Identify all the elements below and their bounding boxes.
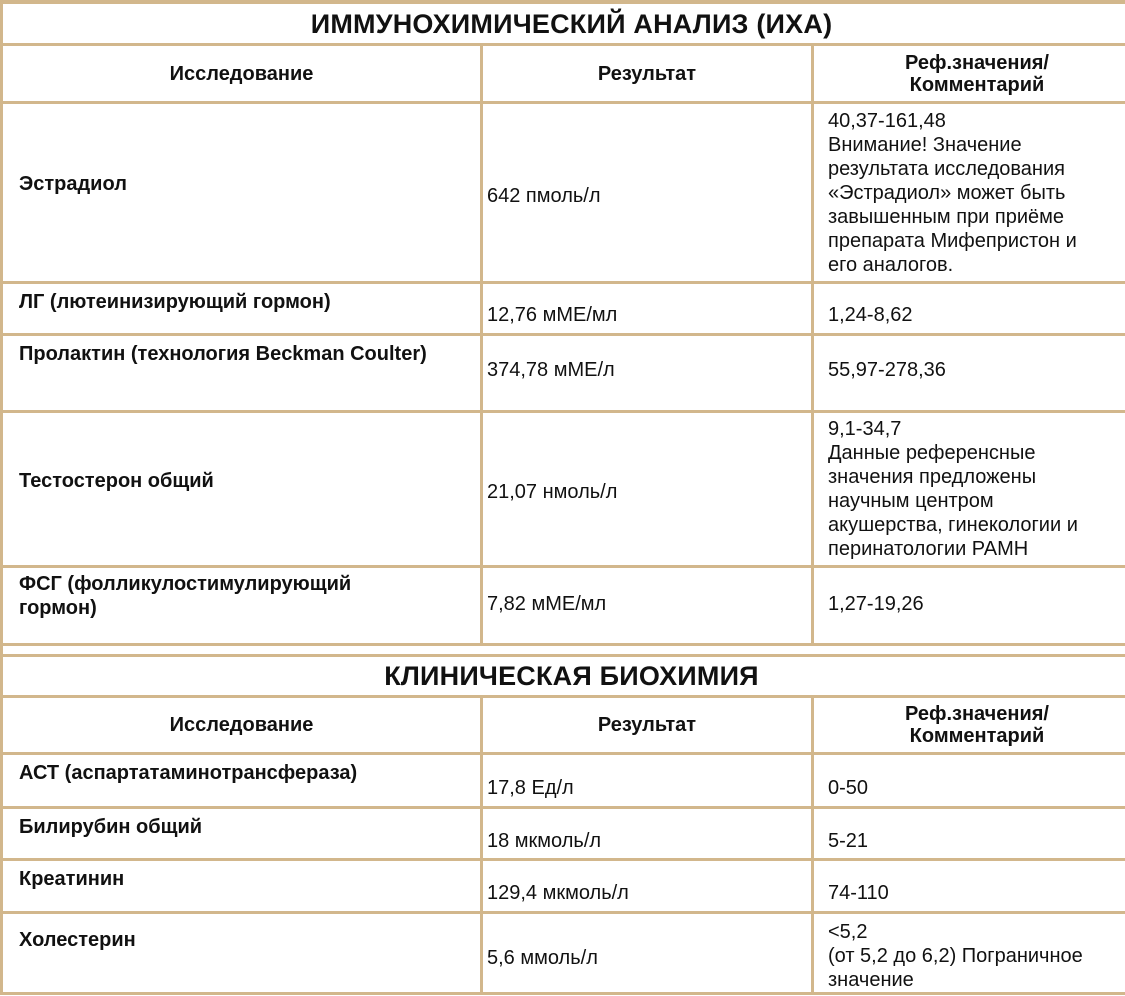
ref-value (813, 860, 1125, 913)
result-value: 21,07 нмоль/л (482, 412, 813, 567)
section-title-row (2, 656, 1125, 697)
header-ref-line1: Реф.значения/ (904, 51, 1049, 74)
header-result: Результат (482, 697, 813, 754)
table-row (2, 754, 1125, 808)
column-header-row (2, 45, 1125, 103)
ref-line: «Эстрадиол» может быть (828, 181, 1066, 204)
ref-line: 0-50 (828, 776, 869, 799)
table-row (2, 283, 1125, 335)
ref-line: 9,1-34,7 (828, 418, 902, 440)
result-value: 374,78 мМЕ/л (482, 335, 813, 412)
ref-line: 5-21 (828, 829, 869, 852)
result-value: 642 пмоль/л (482, 103, 813, 283)
spacer-cell (2, 645, 1125, 656)
ref-line: значения предложены (828, 466, 1037, 488)
ref-line: его аналогов. (828, 253, 954, 276)
column-header-row (2, 697, 1125, 754)
ref-value (813, 808, 1125, 860)
ref-value (813, 567, 1125, 645)
ref-line: значение (828, 969, 914, 991)
ref-line: 74-110 (828, 882, 889, 904)
study-name: Холестерин (2, 913, 482, 994)
ref-value (813, 283, 1125, 335)
result-value: 129,4 мкмоль/л (482, 860, 813, 913)
result-value: 12,76 мМЕ/мл (482, 283, 813, 335)
header-ref-line2: Комментарий (909, 73, 1045, 96)
result-value: 5,6 ммоль/л (482, 913, 813, 994)
study-name: АСТ (аспартатаминотрансфераза) (2, 754, 482, 808)
ref-line: препарата Мифепристон и (828, 229, 1077, 252)
ref-line: перинатологии РАМН (828, 538, 1029, 560)
study-name: Тестостерон общий (2, 412, 482, 567)
ref-line: (от 5,2 до 6,2) Пограничное (828, 945, 1083, 967)
table-row (2, 860, 1125, 913)
ref-value (813, 335, 1125, 412)
result-value: 18 мкмоль/л (482, 808, 813, 860)
ref-line: <5,2 (828, 921, 868, 943)
table-row (2, 808, 1125, 860)
result-value: 7,82 мМЕ/мл (482, 567, 813, 645)
ref-line: 1,24-8,62 (828, 303, 913, 326)
ref-line: 1,27-19,26 (828, 592, 924, 615)
table-row (2, 567, 1125, 645)
header-ref (813, 45, 1125, 103)
ref-line: 55,97-278,36 (828, 359, 946, 381)
header-ref-line2: Комментарий (909, 725, 1045, 747)
ref-line: научным центром (828, 490, 994, 512)
ref-value (813, 103, 1125, 283)
section-title-row (2, 2, 1125, 45)
study-name: ЛГ (лютеинизирующий гормон) (2, 283, 482, 335)
ref-line: Данные референсные (828, 442, 1036, 464)
table-row (2, 335, 1125, 412)
header-ref (813, 697, 1125, 754)
section-title-biochemistry: КЛИНИЧЕСКАЯ БИОХИМИЯ (2, 656, 1125, 697)
section-title-immunochemistry: ИММУНОХИМИЧЕСКИЙ АНАЛИЗ (ИХА) (2, 2, 1125, 45)
result-value: 17,8 Ед/л (482, 754, 813, 808)
ref-value (813, 913, 1125, 994)
header-result: Результат (482, 45, 813, 103)
table-row (2, 103, 1125, 283)
study-name: Билирубин общий (2, 808, 482, 860)
header-ref-line1: Реф.значения/ (904, 703, 1049, 725)
study-name: Креатинин (2, 860, 482, 913)
study-name: Пролактин (технология Beckman Coulter) (2, 335, 482, 412)
ref-line: 40,37-161,48 (828, 109, 946, 132)
ref-line: завышенным при приёме (828, 205, 1065, 228)
study-name: ФСГ (фолликулостимулирующий гормон) (2, 567, 482, 645)
table-row (2, 412, 1125, 567)
header-study: Исследование (2, 45, 482, 103)
header-study: Исследование (2, 697, 482, 754)
ref-line: Внимание! Значение (828, 133, 1022, 156)
ref-line: результата исследования (828, 157, 1065, 180)
ref-line: акушерства, гинекологии и (828, 514, 1078, 536)
ref-value (813, 412, 1125, 567)
section-spacer (2, 645, 1125, 656)
table-row (2, 913, 1125, 994)
ref-value (813, 754, 1125, 808)
study-name: Эстрадиол (2, 103, 482, 283)
